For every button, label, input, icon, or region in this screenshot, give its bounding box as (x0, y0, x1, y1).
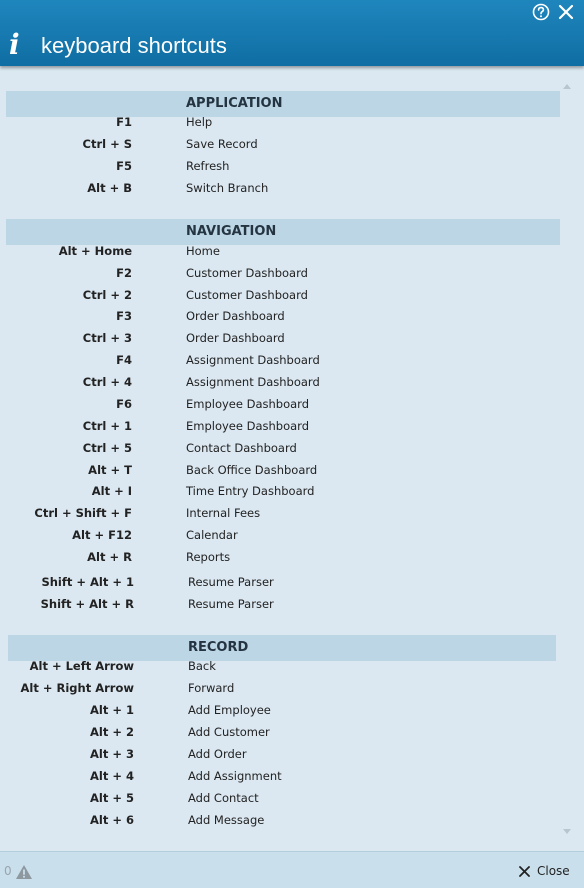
shortcut-list[interactable] (0, 66, 584, 850)
shortcut-action: Resume Parser (188, 597, 274, 611)
shortcut-action: Add Contact (188, 791, 259, 805)
dialog-header (0, 0, 584, 66)
shortcut-row (0, 372, 560, 392)
shortcut-row (0, 788, 560, 808)
shortcut-key: Shift + Alt + R (40, 597, 134, 611)
shortcut-key: F5 (116, 159, 132, 173)
shortcut-key: Ctrl + 4 (82, 375, 132, 389)
dialog-footer (0, 851, 584, 888)
shortcut-key: Alt + Left Arrow (29, 659, 134, 673)
shortcut-action: Calendar (186, 528, 238, 542)
shortcut-action: Time Entry Dashboard (186, 484, 315, 498)
shortcut-key: Alt + 1 (90, 703, 134, 717)
shortcut-action: Customer Dashboard (186, 266, 308, 280)
shortcut-action: Back Office Dashboard (186, 463, 318, 477)
shortcut-action: Customer Dashboard (186, 288, 308, 302)
shortcut-row (0, 572, 560, 592)
shortcut-action: Back (188, 659, 216, 673)
section-title: NAVIGATION (186, 224, 277, 239)
shortcut-key: Alt + B (87, 181, 132, 195)
shortcut-action: Resume Parser (188, 575, 274, 589)
shortcut-row (0, 460, 560, 480)
shortcut-row (0, 416, 560, 436)
shortcut-row (0, 700, 560, 720)
help-icon[interactable] (532, 3, 550, 21)
shortcut-action: Forward (188, 681, 235, 695)
shortcut-key: Ctrl + 5 (82, 441, 132, 455)
shortcut-row (0, 263, 560, 283)
shortcut-action: Add Customer (188, 725, 270, 739)
shortcut-row (0, 438, 560, 458)
shortcut-action: Add Assignment (188, 769, 282, 783)
warning-icon[interactable] (15, 864, 33, 880)
shortcut-key: F4 (116, 353, 132, 367)
shortcut-row (0, 678, 560, 698)
shortcut-key: Alt + 3 (90, 747, 134, 761)
section-title: APPLICATION (186, 96, 283, 111)
shortcut-action: Assignment Dashboard (186, 353, 320, 367)
shortcut-action: Employee Dashboard (186, 419, 310, 433)
shortcut-key: Alt + T (88, 463, 132, 477)
shortcut-key: Shift + Alt + 1 (41, 575, 134, 589)
close-icon[interactable] (557, 3, 575, 21)
shortcut-key: Ctrl + 2 (82, 288, 132, 302)
shortcut-action: Contact Dashboard (186, 441, 297, 455)
shortcut-row (0, 503, 560, 523)
scroll-down-arrow-icon[interactable] (562, 828, 572, 836)
shortcut-action: Reports (186, 550, 231, 564)
shortcut-row (0, 547, 560, 567)
shortcut-action: Add Message (188, 813, 265, 827)
shortcut-row (0, 525, 560, 545)
shortcut-action: Home (186, 244, 220, 258)
shortcut-key: Alt + F12 (72, 528, 132, 542)
shortcut-row (0, 134, 560, 154)
shortcut-key: Ctrl + S (82, 137, 132, 151)
shortcut-row (0, 394, 560, 414)
shortcut-key: Alt + I (91, 484, 132, 498)
close-button-label: Close (537, 864, 570, 878)
scroll-up-arrow-icon[interactable] (562, 82, 572, 90)
shortcut-action: Employee Dashboard (186, 397, 310, 411)
shortcut-action: Add Employee (188, 703, 271, 717)
shortcut-action: Switch Branch (186, 181, 269, 195)
shortcut-key: Alt + 6 (90, 813, 134, 827)
shortcut-row (0, 810, 560, 830)
shortcut-row (0, 594, 560, 614)
shortcut-action: Save Record (186, 137, 258, 151)
shortcut-action: Help (186, 115, 213, 129)
shortcut-row (0, 722, 560, 742)
shortcut-row (0, 766, 560, 786)
shortcut-action: Add Order (188, 747, 247, 761)
shortcut-key: F3 (116, 309, 132, 323)
shortcut-row (0, 656, 560, 676)
section-title: RECORD (188, 640, 249, 655)
shortcut-action: Order Dashboard (186, 309, 285, 323)
dialog-title: keyboard shortcuts (41, 33, 227, 58)
shortcut-row (0, 285, 560, 305)
shortcut-key: Ctrl + 3 (82, 331, 132, 345)
shortcut-key: F1 (116, 115, 132, 129)
shortcut-key: Alt + Right Arrow (20, 681, 134, 695)
shortcut-key: Alt + R (87, 550, 132, 564)
shortcut-row (0, 350, 560, 370)
shortcut-key: F2 (116, 266, 132, 280)
shortcut-row (0, 112, 560, 132)
info-icon: i (9, 28, 20, 61)
shortcut-row (0, 328, 560, 348)
shortcut-action: Order Dashboard (186, 331, 285, 345)
shortcut-row (0, 241, 560, 261)
shortcut-key: Alt + Home (58, 244, 132, 258)
shortcut-key: Alt + 5 (90, 791, 134, 805)
shortcut-row (0, 481, 560, 501)
shortcut-row (0, 156, 560, 176)
shortcut-action: Refresh (186, 159, 230, 173)
shortcut-row (0, 306, 560, 326)
shortcut-row (0, 744, 560, 764)
shortcut-action: Assignment Dashboard (186, 375, 320, 389)
message-count: 0 (4, 864, 12, 878)
shortcut-key: Ctrl + Shift + F (34, 506, 132, 520)
shortcut-row (0, 178, 560, 198)
shortcut-key: Ctrl + 1 (82, 419, 132, 433)
shortcut-key: Alt + 2 (90, 725, 134, 739)
shortcut-action: Internal Fees (186, 506, 261, 520)
close-icon (519, 866, 530, 877)
shortcut-key: Alt + 4 (90, 769, 134, 783)
shortcut-key: F6 (116, 397, 132, 411)
